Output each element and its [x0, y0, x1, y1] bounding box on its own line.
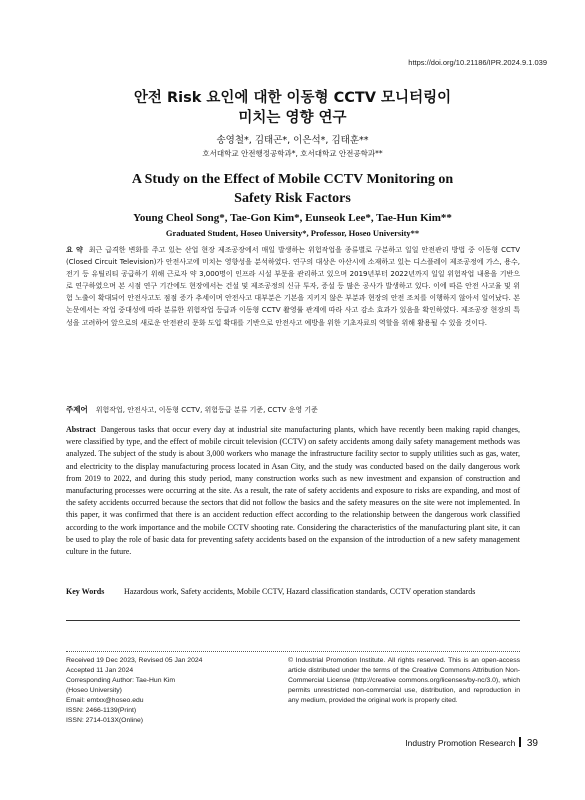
english-title — [0, 170, 585, 208]
english-keywords-text: Hazardous work, Safety accidents, Mobile CCTV, Hazard classification standards, CCTV operation standards — [124, 587, 476, 596]
korean-keywords — [66, 404, 520, 415]
corresponding-author-line: Corresponding Author: Tae-Hun Kim — [66, 677, 176, 684]
korean-title — [0, 88, 585, 128]
issn-online-line: ISSN: 2714-013X(Online) — [66, 717, 144, 724]
copyright-notice: © Industrial Promotion Institute. All rights reserved. This is an open-access article distributed under the terms of the Creative Commons Attribution Non-Commercial License (http://creative commons.org/licenses/by-nc/3.0), which permits unrestricted non-commercial use, distribution, and reproduction in any medium, provided the original work is properly cited. — [288, 657, 520, 704]
korean-keywords-text: 위험작업, 안전사고, 이동형 CCTV, 위험등급 분류 기준, CCTV 운영 기준 — [95, 406, 318, 414]
email-line[interactable]: Email: emtxx@hoseo.edu — [66, 697, 144, 704]
korean-abstract-label: 요 약 — [66, 246, 83, 254]
issn-print-line: ISSN: 2466-1139(Print) — [66, 707, 137, 714]
english-abstract — [66, 424, 520, 558]
korean-abstract-text: 최근 급격한 변화를 주고 있는 산업 현장 제조공장에서 매일 발생하는 위험작업을 종류별로 구분하고 일일 안전관리 방법 중 이동형 CCTV (Closed Circuit Television)가 안전사고에 미치는 영향성을 분석하였다. 연구의 대상은 아산시에 소재하고 있는 디스플레이 제조공정에 가스, 용수, 전기 등 유틸리티 공급하기 위해 근로자 약 3,000명이 인프라 시설 부문을 관리하고 있으며 2019년부터 2022년까지 일일 위험작업 내용을 기반으로 연구하였으며 본 시점 연구 기간에도 현장에서는 건설 및 제조공정의 신규 투자, 증설 등 많은 공사가 발생하고 있다. 이에 따른 안전 사고율 및 위험 노출이 확대되어 안전사고도 점점 증가 추세이며 안전사고 대부분은 기본을 지키지 않은 부분과 현장의 안전 조치를 이행하지 않아서 일어났다. 본 논문에서는 작업 중대성에 따라 분류한 위험작업 등급과 이동형 CCTV 촬영률 관계에 따라 사고 감소 효과가 있음을 확인하였다. 제조공장 현장의 특성을 고려하여 앞으로의 새로운 안전관리 문화 도입 확대를 기반으로 안전사고 예방을 위한 기초자료의 역할을 위해 활용될 수 있을 것이다. — [66, 246, 521, 327]
footer-separator — [519, 737, 521, 747]
english-title-line-2: Safety Risk Factors — [234, 191, 351, 206]
korean-abstract — [66, 244, 520, 329]
section-divider — [66, 620, 520, 621]
english-abstract-text: Dangerous tasks that occur every day at industrial site manufacturing plants, which have recently been making rapid changes, were classified by type, and the effect of mobile circuit television (CCTV) on safety accidents among daily safety management methods was analyzed. The subject of the study is about 3,000 workers who manage the infrastructure facility sector to supply utilities such as gas, water, and electricity to the display manufacturing process located in Asan City, and the study was conducted based on the daily dangerous work from 2019 to 2022, and during this study period, many construction works such as new investment and expansion of construction and manufacturing processes were occurring at the site. As a result, the rate of safety accidents and exposure to risks are expanding, and most of the safety accidents occurred because the sectors that did not follow the basics and the safety measures on the site were not implemented. In this paper, it was confirmed that there is an accident reduction effect according to the relationship between the dangerous work classified according to the work importance and the mobile CCTV shooting rate. Considering the characteristics of the manufacturing plant site, it can be used to play the role of basic data for preventing safety accidents based on the expansion of the introduction of a new safety management culture in the future. — [66, 425, 520, 557]
korean-keywords-label: 주제어 — [66, 405, 88, 414]
journal-name: Industry Promotion Research — [405, 738, 516, 748]
accepted-line: Accepted 11 Jan 2024 — [66, 667, 134, 674]
article-history — [66, 656, 288, 726]
received-line: Received 19 Dec 2023, Revised 05 Jan 2024 — [66, 657, 203, 664]
korean-title-line-2: 미치는 영향 연구 — [238, 110, 347, 126]
english-title-line-1: A Study on the Effect of Mobile CCTV Monitoring on — [131, 172, 454, 187]
page-number: 39 — [526, 738, 538, 749]
english-affiliation: Graduated Student, Hoseo University*, Professor, Hoseo University** — [165, 228, 420, 238]
korean-affiliation: 호서대학교 안전행정공학과*, 호서대학교 안전공학과** — [202, 149, 383, 158]
article-notes — [66, 651, 520, 726]
page-footer — [405, 737, 538, 749]
doi-link[interactable]: https://doi.org/10.21186/IPR.2024.9.1.039 — [408, 58, 547, 67]
korean-title-line-1: 안전 Risk 요인에 대한 이동형 CCTV 모니터링이 — [133, 90, 452, 106]
english-authors: Young Cheol Song*, Tae-Gon Kim*, Eunseok Lee*, Tae-Hun Kim** — [133, 212, 452, 224]
english-abstract-label: Abstract — [66, 425, 96, 434]
author-institution-line: (Hoseo University) — [66, 687, 122, 694]
english-keywords-label: Key Words — [66, 587, 105, 596]
korean-authors: 송영철*, 김태곤*, 이은석*, 김태훈** — [216, 135, 369, 146]
english-keywords — [66, 586, 520, 598]
